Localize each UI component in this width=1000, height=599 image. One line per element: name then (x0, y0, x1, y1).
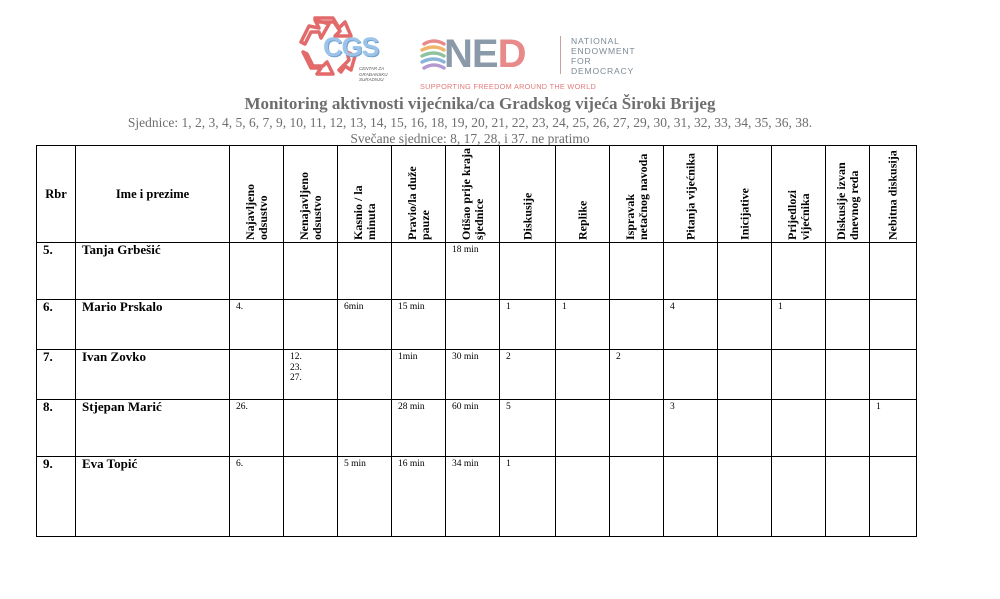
cell-pitanja: 4 (664, 300, 718, 350)
ned-org-name: NATIONAL ENDOWMENT FOR DEMOCRACY (571, 36, 636, 76)
cell-inicijative (718, 300, 772, 350)
cell-ispravak (610, 300, 664, 350)
cell-otisao: 18 min (446, 243, 500, 300)
table-row (37, 350, 917, 400)
cell-inicijative (718, 457, 772, 537)
cell-izvan (826, 350, 870, 400)
cell-pravio: 1min (392, 350, 446, 400)
header-izvan: Diskusije izvan dnevnog reda (826, 146, 870, 243)
header-name: Ime i prezime (76, 146, 230, 243)
cell-izvan (826, 457, 870, 537)
cell-ispravak: 2 (610, 350, 664, 400)
cell-prijedlozi: 1 (772, 300, 826, 350)
cell-nebitna (870, 243, 917, 300)
cell-nebitna (870, 300, 917, 350)
ned-wordmark: NED (444, 32, 526, 76)
header-kasnio: Kasnio / la minuta (338, 146, 392, 243)
cell-diskusije: 2 (500, 350, 556, 400)
cell-diskusije: 5 (500, 400, 556, 457)
cgs-logo (293, 12, 393, 88)
cell-otisao: 30 min (446, 350, 500, 400)
table-row (37, 243, 917, 300)
header-otisao: Otišao prije kraja sjednice (446, 146, 500, 243)
ned-divider (560, 36, 561, 74)
cell-najavljeno: 26. (230, 400, 284, 457)
cell-name: Tanja Grbešić (76, 243, 230, 300)
cell-prijedlozi (772, 400, 826, 457)
cell-otisao (446, 300, 500, 350)
cell-nebitna (870, 350, 917, 400)
cell-rbr: 9. (37, 457, 76, 537)
cell-rbr: 6. (37, 300, 76, 350)
sessions-line: Sjednice: 1, 2, 3, 4, 5, 6, 7, 9, 10, 11, 12, 13, 14, 15, 16, 18, 19, 20, 21, 22, 23, 24, 25, 26, 27, 29, 30, 31, 32, 33, 34, 35, 36, 38. (127, 115, 813, 130)
cell-pitanja: 3 (664, 400, 718, 457)
cgs-wordmark: CGS (323, 32, 379, 62)
cell-nebitna: 1 (870, 400, 917, 457)
ceremonial-sessions-line: Svečane sjednice: 8, 17, 28, i 37. ne pratimo (350, 131, 590, 146)
cell-nenajavljeno: 12. 23. 27. (284, 350, 338, 400)
cgs-subtitle: CENTAR ZA GRAĐANSKU SURADNJU (359, 66, 388, 82)
table-row (37, 300, 917, 350)
header-replike: Replike (556, 146, 610, 243)
header-najavljeno: Najavljeno odsustvo (230, 146, 284, 243)
cell-najavljeno (230, 243, 284, 300)
cell-izvan (826, 400, 870, 457)
cell-ispravak (610, 243, 664, 300)
ned-stripes-icon (420, 36, 446, 76)
cell-najavljeno: 4. (230, 300, 284, 350)
cell-nebitna (870, 457, 917, 537)
cell-nenajavljeno (284, 400, 338, 457)
header-prijedlozi: Prijedlozi vijećnika (772, 146, 826, 243)
cell-name: Stjepan Marić (76, 400, 230, 457)
cell-prijedlozi (772, 457, 826, 537)
cell-kasnio: 5 min (338, 457, 392, 537)
cell-nenajavljeno (284, 243, 338, 300)
cell-pitanja (664, 457, 718, 537)
header-pravio: Pravio/la duže pauze (392, 146, 446, 243)
cell-kasnio (338, 350, 392, 400)
cell-inicijative (718, 243, 772, 300)
cell-rbr: 5. (37, 243, 76, 300)
header-pitanja: Pitanja vijećnika (664, 146, 718, 243)
cell-otisao: 34 min (446, 457, 500, 537)
cell-pitanja (664, 350, 718, 400)
cell-najavljeno (230, 350, 284, 400)
cell-izvan (826, 300, 870, 350)
header-rbr: Rbr (37, 146, 76, 243)
cell-replike: 1 (556, 300, 610, 350)
page-title: Monitoring aktivnosti vijećnika/ca Gradskog vijeća Široki Brijeg (244, 94, 716, 113)
cell-kasnio (338, 243, 392, 300)
header-ispravak: Ispravak netačnog navoda (610, 146, 664, 243)
cell-replike (556, 243, 610, 300)
table-row (37, 457, 917, 537)
cell-najavljeno: 6. (230, 457, 284, 537)
table-header-row (37, 146, 917, 243)
cell-name: Eva Topić (76, 457, 230, 537)
header-diskusije: Diskusije (500, 146, 556, 243)
cell-prijedlozi (772, 243, 826, 300)
cell-otisao: 60 min (446, 400, 500, 457)
cell-ispravak (610, 400, 664, 457)
cell-replike (556, 350, 610, 400)
cell-name: Ivan Zovko (76, 350, 230, 400)
cell-diskusije: 1 (500, 300, 556, 350)
cell-diskusije: 1 (500, 457, 556, 537)
cell-prijedlozi (772, 350, 826, 400)
cell-pravio: 28 min (392, 400, 446, 457)
cell-rbr: 7. (37, 350, 76, 400)
header-nenajavljeno: Nenajavljeno odsustvo (284, 146, 338, 243)
cell-rbr: 8. (37, 400, 76, 457)
table-row (37, 400, 917, 457)
cell-pravio: 16 min (392, 457, 446, 537)
cell-nenajavljeno (284, 457, 338, 537)
cell-inicijative (718, 350, 772, 400)
cell-pravio: 15 min (392, 300, 446, 350)
cell-pitanja (664, 243, 718, 300)
cell-nenajavljeno (284, 300, 338, 350)
cell-replike (556, 400, 610, 457)
cell-izvan (826, 243, 870, 300)
cell-inicijative (718, 400, 772, 457)
cell-pravio (392, 243, 446, 300)
cell-replike (556, 457, 610, 537)
cell-kasnio (338, 400, 392, 457)
ned-tagline: SUPPORTING FREEDOM AROUND THE WORLD (420, 82, 597, 91)
cell-kasnio: 6min (338, 300, 392, 350)
monitoring-table (36, 145, 917, 537)
cell-name: Mario Prskalo (76, 300, 230, 350)
cell-ispravak (610, 457, 664, 537)
cell-diskusije (500, 243, 556, 300)
ned-logo (420, 34, 650, 94)
header-inicijative: Inicijative (718, 146, 772, 243)
header-nebitna: Nebitna diskusija (870, 146, 917, 243)
